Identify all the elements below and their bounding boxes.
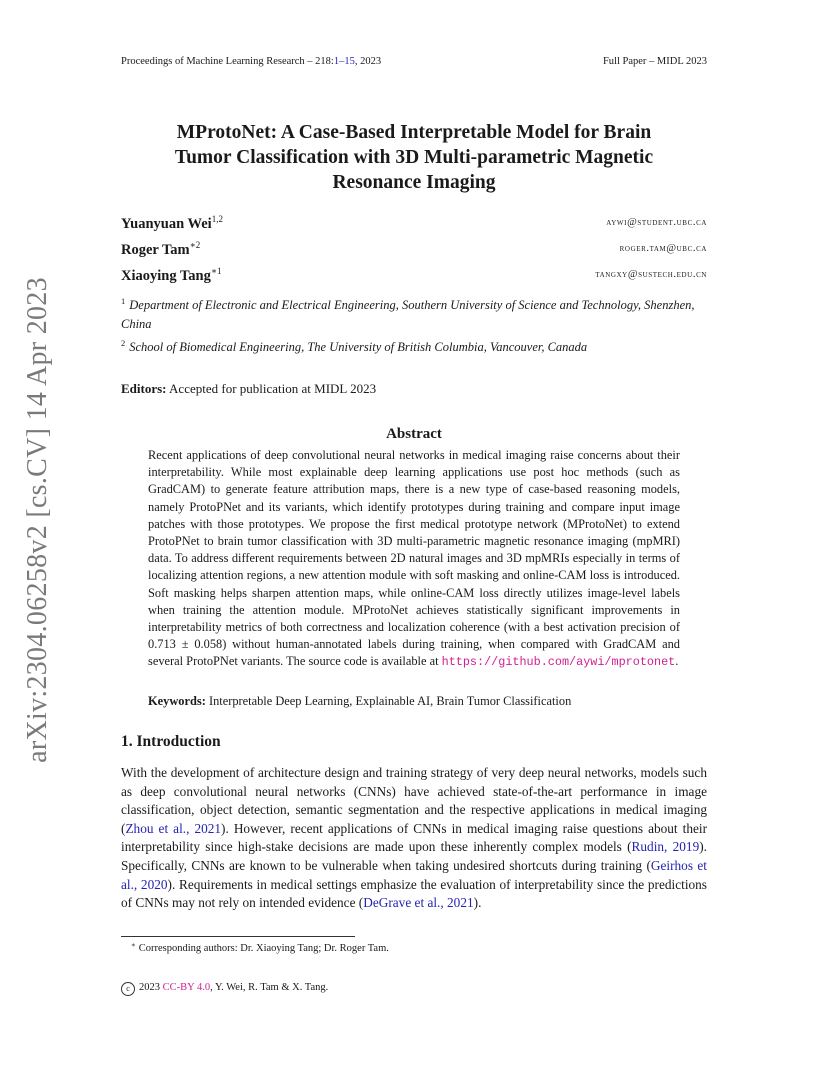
author-row xyxy=(121,214,707,236)
arxiv-identifier-stamp: arXiv:2304.06258v2 [cs.CV] 14 Apr 2023 xyxy=(22,277,53,763)
section-heading-introduction: 1. Introduction xyxy=(121,733,221,750)
author-name: Yuanyuan Wei$^{1,2}$ xyxy=(121,214,223,232)
author-row xyxy=(121,266,707,288)
affiliation: $^2$ School of Biomedical Engineering, The University of British Columbia, Vancouver, Canada xyxy=(121,338,588,354)
page-range-link[interactable]: 1–15 xyxy=(333,56,355,67)
author-name: Xiaoying Tang$^{∗1}$ xyxy=(121,266,222,284)
license-line: c 2023 CC-BY 4.0, Y. Wei, R. Tam & X. Tang. xyxy=(121,982,328,996)
affiliation-mark: 1 xyxy=(121,296,126,306)
abstract-text: Recent applications of deep convolutional neural networks in medical imaging raise concerns about their interpretability. While most explainable deep learning applications use post hoc methods (such as GradCAM) to generate feature attribution maps, there is a new type of case-based reasoning models, namely ProtoPNet and its variants, which identify prototypes during training and compare input image patches with those prototypes. We propose the first medical prototype network (MProtoNet) to extend ProtoPNet to brain tumor classification with 3D multi-parametric magnetic resonance imaging (mpMRI) data. To address different requirements between 2D natural images and 3D mpMRIs especially in terms of localizing attention regions, a new attention module with soft masking and online-CAM loss is introduced. Soft masking helps sharpen attention maps, while online-CAM loss directly utilizes image-level labels when training the attention module. MProtoNet achieves statistically significant improvements in interpretability metrics of both correctness and localization coherence (with a best activation precision of 0.713 ± 0.058) without human-annotated labels during training, when compared with GradCAM and several ProtoPNet variants. The source code is available at xyxy=(148,448,680,669)
affiliation-mark: 2 xyxy=(121,338,126,348)
author-row xyxy=(121,240,707,262)
title-line: MProtoNet: A Case-Based Interpretable Model for Brain xyxy=(176,122,652,143)
author-email[interactable]: tangxy@sustech.edu.cn xyxy=(595,269,707,280)
keywords-label: Keywords: xyxy=(148,694,206,708)
abstract-heading: Abstract xyxy=(386,426,442,442)
author-affiliation-mark: ∗1 xyxy=(210,266,222,276)
footnote-divider xyxy=(121,936,355,937)
author-email[interactable]: aywi@student.ubc.ca xyxy=(606,217,707,228)
title-line: Resonance Imaging xyxy=(332,172,496,193)
keywords-line xyxy=(148,694,708,709)
editors-text: Accepted for publication at MIDL 2023 xyxy=(169,381,377,396)
license-link[interactable]: CC-BY 4.0 xyxy=(162,982,211,993)
running-head-left xyxy=(121,56,381,67)
running-head-journal: Proceedings of Machine Learning Research – 218: xyxy=(121,56,334,67)
citation-link[interactable]: Geirhos et al., 2020 xyxy=(121,857,707,892)
title-line: Tumor Classification with 3D Multi-parametric Magnetic xyxy=(174,147,654,168)
author-name: Roger Tam$^{∗2}$ xyxy=(121,240,201,258)
footnote: ∗ Corresponding authors: Dr. Xiaoying Tang; Dr. Roger Tam. xyxy=(131,941,389,954)
running-head-right: Full Paper – MIDL 2023 xyxy=(602,56,707,67)
author-email[interactable]: roger.tam@ubc.ca xyxy=(619,243,707,254)
footnote-mark: ∗ xyxy=(131,941,136,949)
abstract-body: Recent applications of deep convolutional neural networks in medical imaging raise concerns about their interpretability. While most explainable deep learning applications use post hoc methods (such as GradCAM) to generate feature attribution maps, there is a new type of case-based reasoning models, namely ProtoPNet and its variants, which identify prototypes during training and compare input image patches with those prototypes. We propose the first medical prototype network (MProtoNet) to extend ProtoPNet to brain tumor classification with 3D multi-parametric magnetic resonance imaging (mpMRI) data. To address different requirements between 2D natural images and 3D mpMRIs especially in terms of localizing attention regions, a new attention module with soft masking and online-CAM loss is introduced. Soft masking helps sharpen attention maps, while online-CAM loss directly utilizes image-level labels when training the attention module. MProtoNet achieves statistically significant improvements in interpretability metrics of both correctness and localization coherence (with a best activation precision of 0.713 ± 0.058) without human-annotated labels during training, when compared with GradCAM and several ProtoPNet variants. The source code is available at https://github.com/aywi/mprotonet. xyxy=(148,448,680,670)
source-code-link[interactable]: https://github.com/aywi/mprotonet xyxy=(441,655,676,670)
editors-line xyxy=(121,381,376,397)
citation-link[interactable]: Rudin, 2019 xyxy=(631,839,700,855)
keywords-text: Interpretable Deep Learning, Explainable AI, Brain Tumor Classification xyxy=(208,694,572,708)
author-affiliation-mark: ∗2 xyxy=(189,240,201,250)
affiliation: $^1$ Department of Electronic and Electrical Engineering, Southern University of Science and Technology, Shenzhen, China xyxy=(121,296,695,331)
citation-link[interactable]: Zhou et al., 2021 xyxy=(125,820,222,836)
copyright-icon: c xyxy=(121,982,135,996)
paper-title xyxy=(121,120,707,195)
running-head-year: , 2023 xyxy=(354,56,382,67)
introduction-paragraph: With the development of architecture design and training strategy of very deep neural networks, models such as deep convolutional neural networks (CNNs) have achieved state-of-the-art performance in image classification, object detection, semantic segmentation and the respective applications in medical imaging (Zhou et al., 2021). However, recent applications of CNNs in medical imaging raise questions about their interpretability since high-stake decisions are made upon these inherently complex models (Rudin, 2019). Specifically, CNNs are known to be vulnerable when taking undesired shortcuts during training (Geirhos et al., 2020). Requirements in medical settings emphasize the evaluation of interpretability since the predictions of CNNs may not rely on intended evidence (DeGrave et al., 2021). xyxy=(121,765,708,911)
author-affiliation-mark: 1,2 xyxy=(211,214,223,224)
citation-link[interactable]: DeGrave et al., 2021 xyxy=(363,895,474,911)
editors-label: Editors: xyxy=(121,381,167,396)
